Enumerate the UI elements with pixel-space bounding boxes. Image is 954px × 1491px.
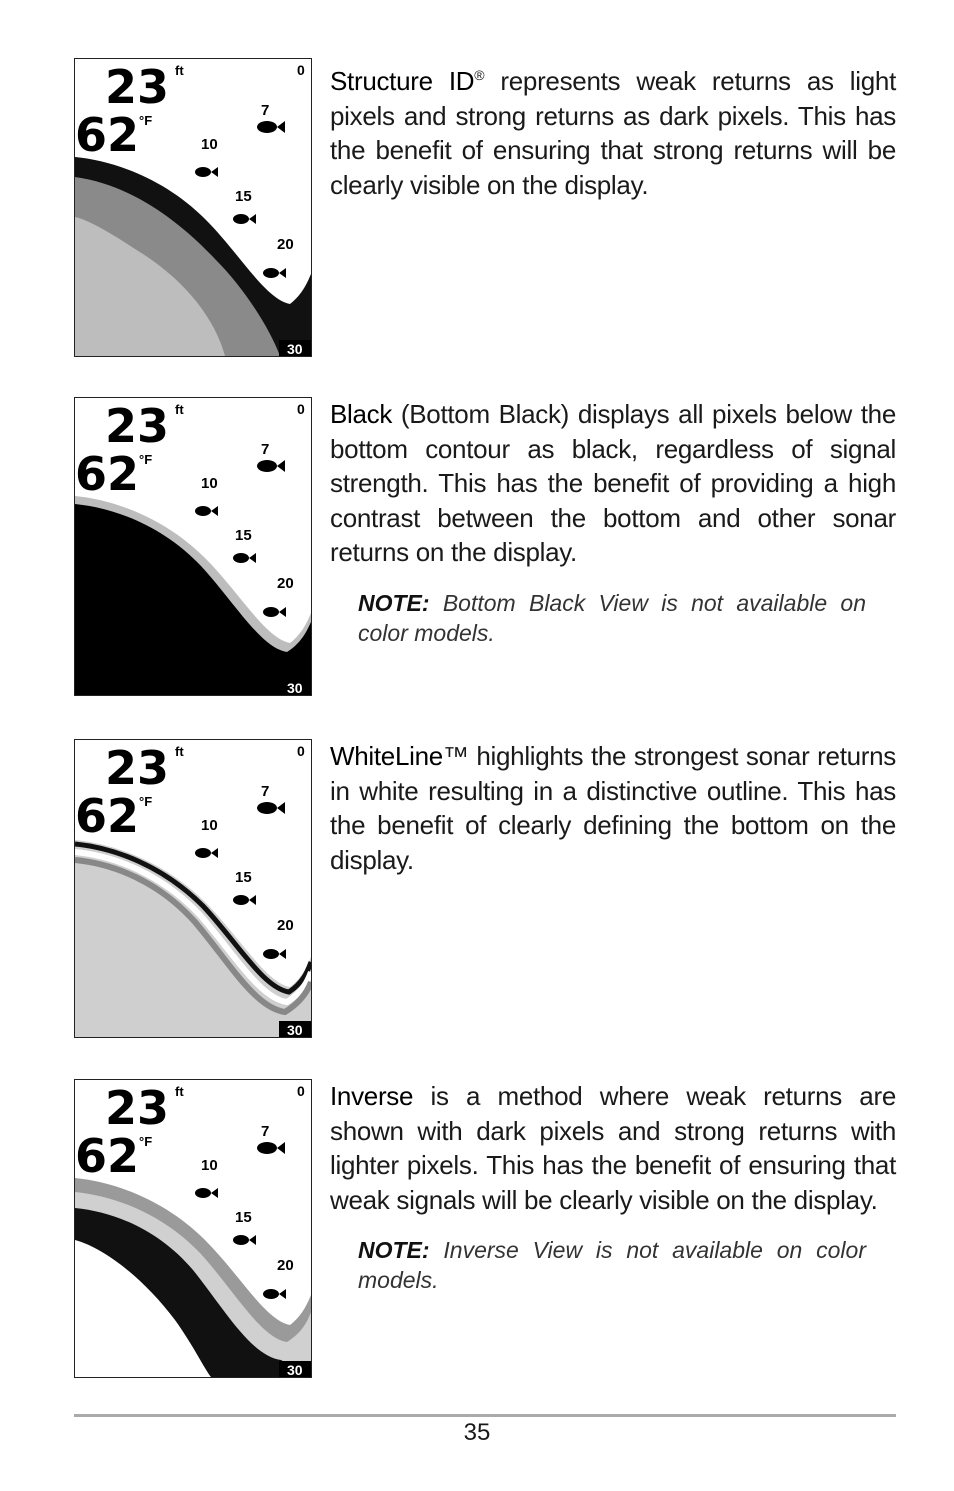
term-inverse: Inverse	[330, 1081, 414, 1111]
scale-top: 0	[297, 743, 305, 759]
temperature-unit: °F	[139, 794, 153, 809]
svg-text:15: 15	[235, 527, 252, 544]
inverse-note	[358, 1235, 866, 1295]
temperature-readout: 62	[75, 447, 140, 501]
scale-bottom: 30	[287, 1022, 303, 1037]
svg-text:15: 15	[235, 1209, 252, 1226]
svg-text:7: 7	[261, 783, 270, 800]
depth-unit: ft	[175, 63, 184, 78]
svg-text:10: 10	[201, 817, 218, 834]
svg-text:10: 10	[201, 1157, 218, 1174]
temperature-readout: 62	[75, 1129, 140, 1183]
term-whiteline: WhiteLine	[330, 741, 443, 771]
svg-text:7: 7	[261, 1123, 270, 1140]
svg-text:20: 20	[277, 236, 294, 253]
whiteline-description	[330, 739, 896, 877]
black-note	[358, 588, 866, 648]
scale-top: 0	[297, 62, 305, 78]
temperature-readout: 62	[75, 789, 140, 843]
black-body: (Bottom Black) displays all pixels below the bottom contour as black, regardless of signal strength. This has the benefit of providing a high contrast between the bottom and other sonar returns on the display.	[330, 399, 896, 567]
structure-id-body: represents weak returns as light pixels and strong returns as dark pixels. This has the benefit of ensuring that strong returns will be clearly visible on the display.	[330, 66, 896, 200]
svg-text:10: 10	[201, 136, 218, 153]
term-structure-id: Structure ID	[330, 66, 475, 96]
term-black: Black	[330, 399, 393, 429]
depth-unit: ft	[175, 1084, 184, 1099]
inverse-body: is a method where weak returns are shown with dark pixels and strong returns with lighter pixels. This has the benefit of ensuring that weak signals will be clearly visible on the display.	[330, 1081, 896, 1215]
note-label: NOTE:	[358, 589, 430, 616]
depth-readout: 23	[105, 60, 170, 114]
sonar-screen-whiteline	[74, 739, 312, 1038]
svg-text:20: 20	[277, 917, 294, 934]
svg-text:20: 20	[277, 575, 294, 592]
scale-top: 0	[297, 1083, 305, 1099]
structure-id-description	[330, 58, 896, 202]
temperature-unit: °F	[139, 113, 153, 128]
svg-text:20: 20	[277, 1257, 294, 1274]
black-description	[330, 397, 896, 570]
bottom-contour	[75, 840, 311, 1037]
scale-bottom: 30	[287, 1362, 303, 1377]
depth-unit: ft	[175, 402, 184, 417]
depth-unit: ft	[175, 744, 184, 759]
sonar-screen-inverse	[74, 1079, 312, 1378]
scale-bottom: 30	[287, 680, 303, 695]
note-label: NOTE:	[358, 1237, 430, 1263]
scale-top: 0	[297, 401, 305, 417]
bottom-contour	[75, 1178, 311, 1377]
svg-text:15: 15	[235, 188, 252, 205]
note-text: Inverse View is not available on color models.	[358, 1237, 866, 1293]
scale-bottom: 30	[287, 341, 303, 356]
whiteline-body: highlights the strongest sonar returns in white resulting in a distinctive outline. This has the benefit of clearly defining the bottom on the display.	[330, 741, 896, 875]
bottom-contour	[75, 157, 311, 356]
trademark: ™	[442, 741, 469, 771]
svg-text:7: 7	[261, 441, 270, 458]
sonar-screen-structure-id	[74, 58, 312, 357]
sonar-screen-black	[74, 397, 312, 696]
svg-text:15: 15	[235, 869, 252, 886]
svg-text:10: 10	[201, 475, 218, 492]
registered-mark: ®	[474, 67, 485, 83]
page-number: 35	[463, 1419, 491, 1446]
temperature-readout: 62	[75, 108, 140, 162]
footer-divider	[74, 1414, 896, 1417]
temperature-unit: °F	[139, 1134, 153, 1149]
depth-readout: 23	[105, 1081, 170, 1135]
temperature-unit: °F	[139, 452, 153, 467]
inverse-description	[330, 1079, 896, 1217]
depth-readout: 23	[105, 399, 170, 453]
depth-readout: 23	[105, 741, 170, 795]
bottom-contour	[75, 496, 311, 695]
note-text: Bottom Black View is not available on color models.	[358, 589, 866, 646]
svg-text:7: 7	[261, 102, 270, 119]
